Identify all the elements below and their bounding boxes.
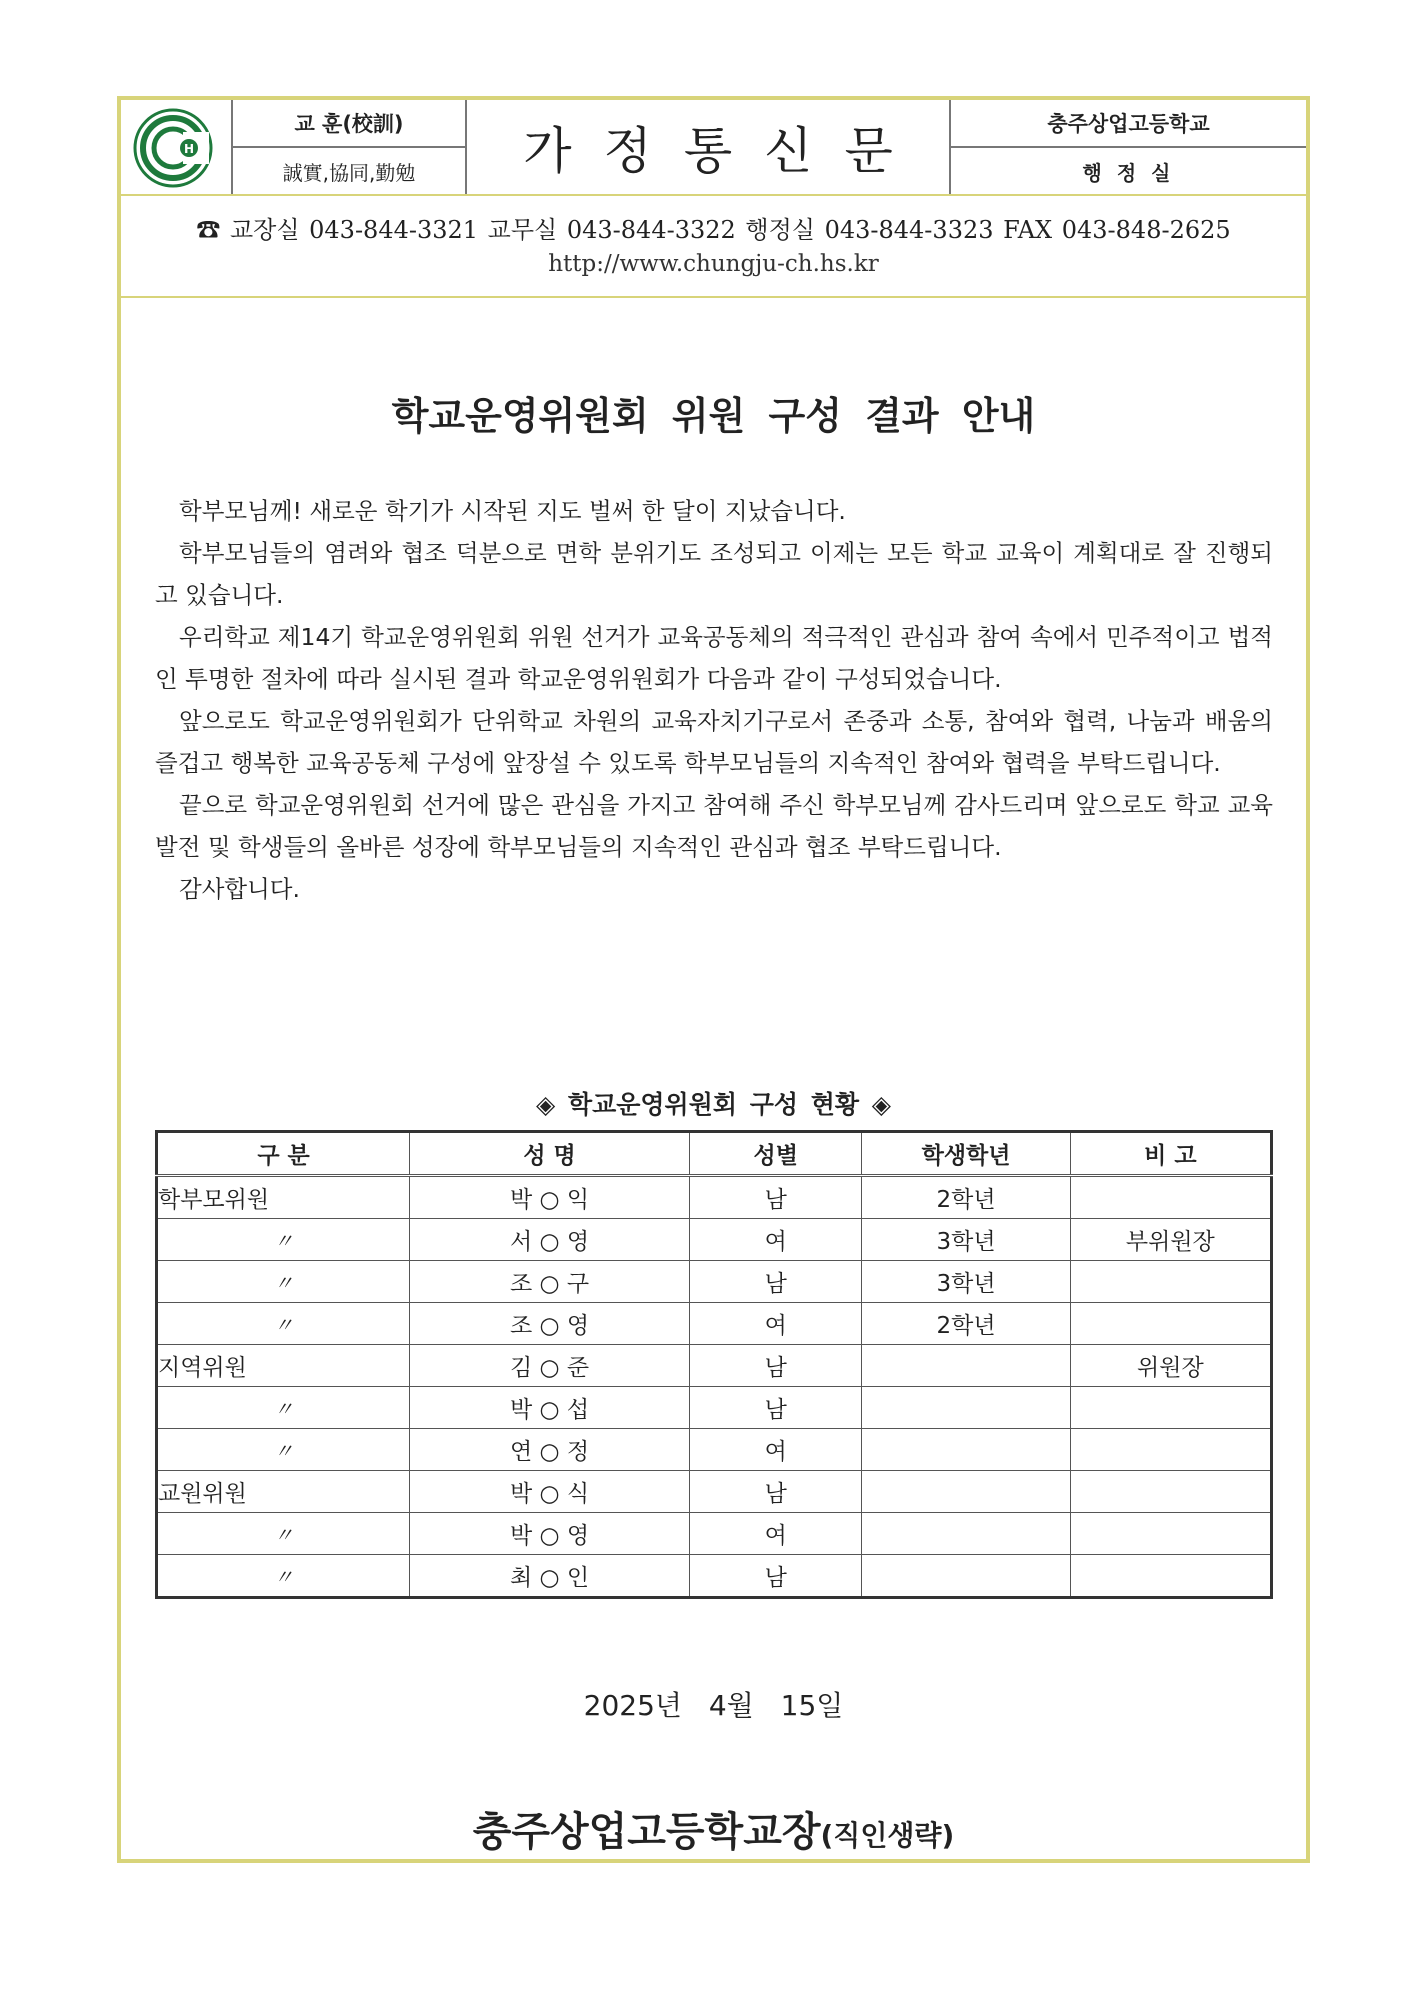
document-title: 학교운영위원회 위원 구성 결과 안내 (391, 394, 1036, 438)
cell-sex: 남 (690, 1345, 862, 1387)
principal-title: 충주상업고등학교장 (472, 1809, 821, 1855)
cell-note (1070, 1513, 1271, 1555)
notice-frame (117, 96, 1310, 1863)
cell-grade (862, 1555, 1070, 1598)
table-title: ◈ 학교운영위원회 구성 현황 ◈ (536, 1090, 891, 1119)
cell-category: 〃 (157, 1513, 410, 1555)
header-grade: 학생학년 (862, 1132, 1070, 1176)
cell-grade (862, 1345, 1070, 1387)
cell-note: 위원장 (1070, 1345, 1271, 1387)
publication-name (467, 100, 949, 194)
cell-grade (862, 1429, 1070, 1471)
cell-grade: 2학년 (862, 1176, 1070, 1219)
phone-numbers: ☎ 교장실 043-844-3321 교무실 043-844-3322 행정실 043-844-3323 FAX 043-848-2625 (196, 216, 1231, 244)
cell-grade (862, 1471, 1070, 1513)
cell-grade: 2학년 (862, 1303, 1070, 1345)
contact-info (121, 196, 1306, 298)
table-row (157, 1176, 1272, 1219)
letter-body (155, 490, 1273, 910)
table-row (157, 1513, 1272, 1555)
table-row (157, 1555, 1272, 1598)
cell-note (1070, 1555, 1271, 1598)
committee-table (155, 1130, 1273, 1599)
header-category: 구 분 (157, 1132, 410, 1176)
cell-name: 최 ○ 인 (410, 1555, 690, 1598)
issue-date: 2025년 4월 15일 (583, 1689, 844, 1722)
cell-category: 〃 (157, 1429, 410, 1471)
cell-category: 〃 (157, 1219, 410, 1261)
cell-sex: 여 (690, 1219, 862, 1261)
paragraph: 끝으로 학교운영위원회 선거에 많은 관심을 가지고 참여해 주신 학부모님께 감사드리며 앞으로도 학교 교육 발전 및 학생들의 올바른 성장에 학부모님들의 지속적인 관심과 협조 부탁드립니다. (155, 791, 1273, 861)
cell-note (1070, 1261, 1271, 1303)
cell-sex: 여 (690, 1429, 862, 1471)
cell-sex: 남 (690, 1555, 862, 1598)
cell-category: 〃 (157, 1261, 410, 1303)
cell-sex: 남 (690, 1176, 862, 1219)
cell-name: 조 ○ 영 (410, 1303, 690, 1345)
cell-grade: 3학년 (862, 1219, 1070, 1261)
motto-label: 교 훈(校訓) (233, 100, 465, 148)
cell-category: 교원위원 (157, 1471, 410, 1513)
signature (121, 1800, 1306, 1857)
cell-name: 박 ○ 식 (410, 1471, 690, 1513)
cell-sex: 여 (690, 1303, 862, 1345)
table-row (157, 1219, 1272, 1261)
header-note: 비 고 (1070, 1132, 1271, 1176)
school-motto (231, 100, 467, 194)
cell-category: 〃 (157, 1303, 410, 1345)
cell-name: 김 ○ 준 (410, 1345, 690, 1387)
school-logo-icon (133, 108, 213, 188)
table-row (157, 1471, 1272, 1513)
publication-text: 가정통신문 (523, 122, 925, 180)
department-name: 행 정 실 (1082, 160, 1175, 185)
cell-name: 서 ○ 영 (410, 1219, 690, 1261)
paragraph: 앞으로도 학교운영위원회가 단위학교 차원의 교육자치기구로서 존중과 소통, 참여와 협력, 나눔과 배움의 즐겁고 행복한 교육공동체 구성에 앞장설 수 있도록 학부모님들의 지속적인 참여와 협력을 부탁드립니다. (155, 707, 1273, 777)
cell-grade: 3학년 (862, 1261, 1070, 1303)
paragraph: 학부모님들의 염려와 협조 덕분으로 면학 분위기도 조성되고 이제는 모든 학교 교육이 계획대로 잘 진행되고 있습니다. (155, 539, 1273, 609)
cell-category: 학부모위원 (157, 1176, 410, 1219)
cell-grade (862, 1513, 1070, 1555)
table-header-row (157, 1132, 1272, 1176)
cell-name: 연 ○ 정 (410, 1429, 690, 1471)
cell-category: 〃 (157, 1555, 410, 1598)
cell-note (1070, 1387, 1271, 1429)
cell-grade (862, 1387, 1070, 1429)
cell-note: 부위원장 (1070, 1219, 1271, 1261)
paragraph: 우리학교 제14기 학교운영위원회 위원 선거가 교육공동체의 적극적인 관심과 참여 속에서 민주적이고 법적인 투명한 절차에 따라 실시된 결과 학교운영위원회가 다음과 같이 구성되었습니다. (155, 623, 1273, 693)
table-row (157, 1387, 1272, 1429)
cell-sex: 남 (690, 1261, 862, 1303)
header-name: 성 명 (410, 1132, 690, 1176)
motto-text: 誠實,協同,勤勉 (282, 160, 416, 185)
website-url: http://www.chungju-ch.hs.kr (548, 251, 879, 277)
school-name: 충주상업고등학교 (951, 100, 1306, 148)
paragraph: 학부모님께! 새로운 학기가 시작된 지도 벌써 한 달이 지났습니다. (179, 497, 846, 525)
table-row (157, 1261, 1272, 1303)
table-row (157, 1303, 1272, 1345)
table-row (157, 1345, 1272, 1387)
cell-note (1070, 1303, 1271, 1345)
cell-category: 〃 (157, 1387, 410, 1429)
cell-note (1070, 1471, 1271, 1513)
cell-sex: 여 (690, 1513, 862, 1555)
logo-cell (121, 100, 231, 194)
cell-sex: 남 (690, 1387, 862, 1429)
cell-name: 박 ○ 섭 (410, 1387, 690, 1429)
school-info (949, 100, 1306, 194)
cell-note (1070, 1429, 1271, 1471)
cell-name: 박 ○ 익 (410, 1176, 690, 1219)
cell-sex: 남 (690, 1471, 862, 1513)
table-row (157, 1429, 1272, 1471)
cell-name: 조 ○ 구 (410, 1261, 690, 1303)
cell-category: 지역위원 (157, 1345, 410, 1387)
cell-name: 박 ○ 영 (410, 1513, 690, 1555)
header-sex: 성별 (690, 1132, 862, 1176)
letterhead (121, 100, 1306, 196)
cell-note (1070, 1176, 1271, 1219)
seal-omitted-note: (직인생략) (820, 1819, 955, 1852)
svg-text:H: H (183, 142, 195, 156)
closing: 감사합니다. (179, 875, 300, 903)
